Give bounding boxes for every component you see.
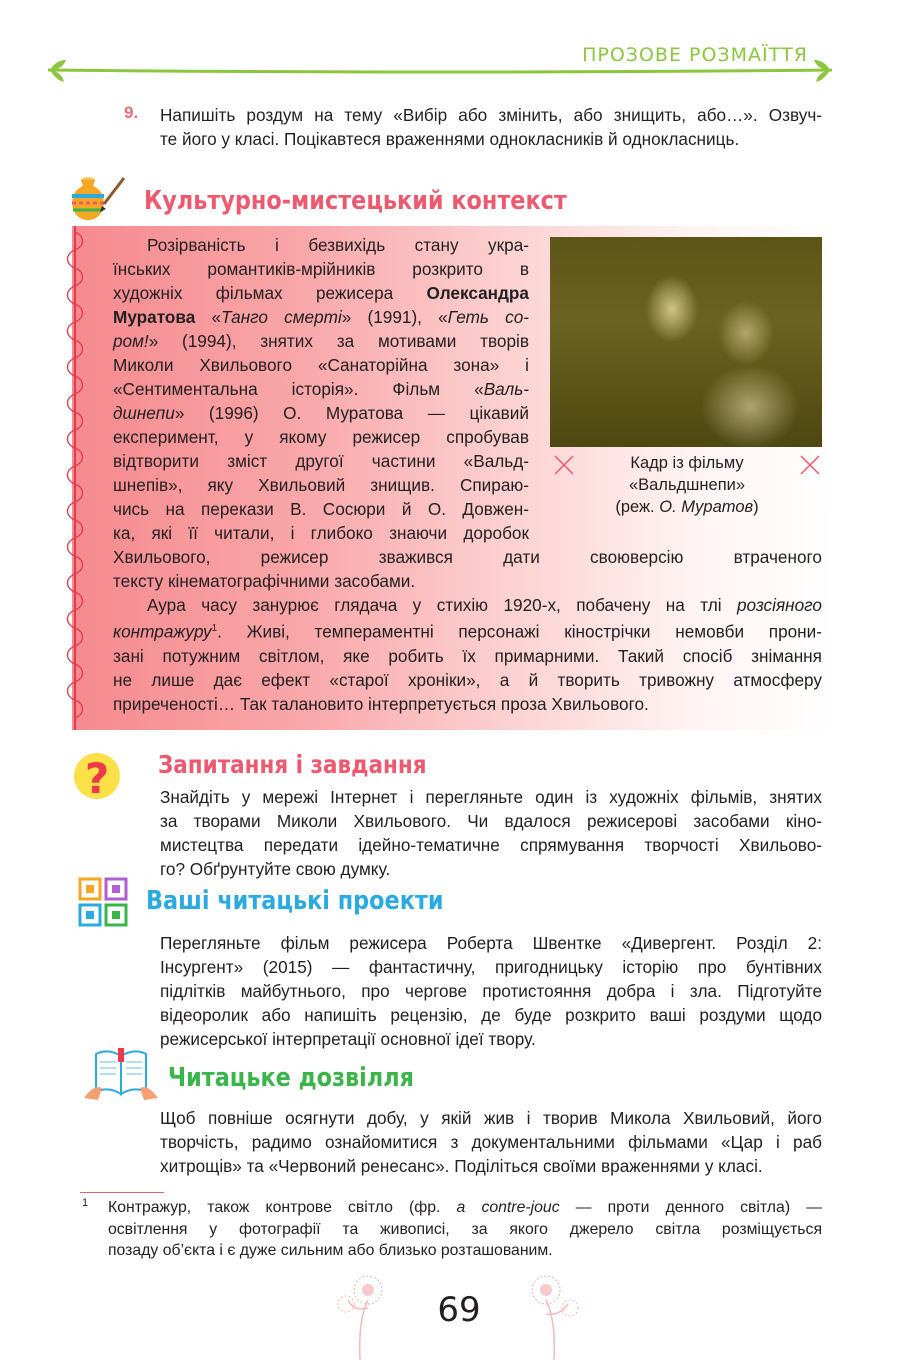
culture-paragraph-1 (113, 233, 529, 545)
text-line: чись на перекази В. Сосюри й О. Довжен- (113, 499, 529, 519)
film-title: Валь- (483, 379, 529, 399)
text-run: «Сентиментальна історія». Фільм « (113, 379, 484, 399)
caption-line: Кадр із фільму (630, 454, 744, 472)
text-line: Миколи Хвильового «Санаторійна зона» і (113, 355, 529, 375)
cross-ornament-icon (799, 454, 821, 476)
text-run: . Живі, темпераментні персонажі кінострічки немовби прони- (217, 621, 822, 642)
term-italic: контражуру (113, 621, 212, 642)
text-line: Щоб повніше осягнути добу, у якій жив і творив Микола Хвильовий, його (160, 1108, 822, 1128)
image-caption (580, 452, 794, 518)
text-line: тексту кінематографічними засобами. (113, 571, 416, 591)
text-line: відтворити зміст другої частини «Вальд- (113, 451, 529, 471)
text-run: Контражур, також контрове світло (фр. (108, 1199, 457, 1216)
footnote-rule (80, 1192, 164, 1193)
text-line: експеримент, у якому режисер спробував (113, 427, 529, 447)
text-line (113, 593, 822, 617)
text-line: їнських романтиків-мрійників розкрито в (113, 259, 529, 279)
footnote-mark: 1 (82, 1197, 89, 1209)
director-name: Олександра (426, 283, 529, 303)
text-line: хитрощів» та «Червоний ренесанс». Поділіться своїми враженнями у класі. (160, 1156, 763, 1176)
film-still-image (550, 237, 822, 447)
text-line: освітлення у фотографії та живописі, за якого джерело світла розміщується (108, 1220, 822, 1238)
text-line (113, 377, 529, 401)
running-header: ПРОЗОВЕ РОЗМАЇТТЯ (582, 44, 808, 66)
task-text (160, 103, 822, 151)
projects-title: Ваші читацькі проекти (146, 886, 444, 916)
cross-ornament-icon (553, 454, 575, 476)
text-run: » (1994), знятих за мотивами творів (148, 331, 529, 351)
film-title: дшнепи (113, 403, 175, 423)
culture-paragraph-1-wide (113, 545, 822, 593)
text-line (113, 617, 822, 644)
text-line: відеоролик або напишіть рецензію, де буде розкрито ваші роздуми щодо (160, 1005, 822, 1025)
text-run: художніх фільмах режисера (113, 283, 427, 303)
footnote-text (108, 1197, 822, 1262)
culture-paragraph-2 (113, 593, 822, 716)
leisure-title: Читацьке дозвілля (168, 1063, 414, 1093)
text-line: го? Обґрунтуйте свою думку. (160, 859, 391, 879)
text-line: позаду об’єкта і є дуже сильним або близько розташованим. (108, 1242, 553, 1259)
caption-line: «Вальдшнепи» (628, 476, 746, 494)
text-line (108, 1197, 822, 1219)
question-mark-icon (72, 749, 122, 803)
squares-grid-icon (78, 877, 128, 927)
director-italic: О. Муратов (659, 498, 754, 516)
task-line: Напишіть роздум на тему «Вибір або змінить, або знищить, або…». Озвуч- (160, 105, 822, 125)
text-run: Аура часу занурює глядача у стихію 1920-х, побачену на тлі (147, 595, 737, 615)
text-line: режисерської інтерпретації основної ідеї твору. (160, 1029, 536, 1049)
text-line (113, 401, 529, 425)
foreign-term: a contre-jouc (456, 1199, 560, 1216)
text-line (113, 305, 529, 329)
text-run: » (1996) О. Муратова — цікавий (174, 403, 529, 423)
text-run: (реж. (615, 498, 660, 516)
text-line: за творами Миколи Хвильового. Чи вдалося режисерові засобами кіно- (160, 811, 822, 831)
film-title: Геть со- (447, 307, 529, 327)
vase-brush-icon (66, 170, 128, 224)
open-book-hands-icon (82, 1046, 160, 1104)
svg-text:?: ? (84, 754, 110, 803)
vine-divider (40, 56, 840, 86)
text-line: зані потужним світлом, яке робить їх примарними. Такий спосіб знімання (113, 645, 822, 666)
text-run: ) (753, 498, 759, 516)
footnote-ref: 1 (211, 623, 218, 634)
text-line: приреченості… Так талановито інтерпретується проза Хвильового. (113, 693, 649, 714)
text-line (113, 329, 529, 353)
culture-section-title: Культурно-мистецький контекст (144, 186, 567, 216)
leisure-text (160, 1106, 822, 1178)
director-name: Муратова (113, 307, 196, 327)
text-line: Знайдіть у мережі Інтернет і перегляньте один із художніх фільмів, знятих (160, 787, 822, 807)
task-line: те його у класі. Поцікавтеся враженнями однокласників й однокласниць. (160, 129, 740, 149)
text-line: Інсургент» (2015) — фантастичну, пригодницьку історію про бунтівних (160, 957, 822, 977)
text-line: Перегляньте фільм режисера Роберта Швентке «Дивергент. Розділ 2: (160, 933, 822, 953)
term-italic: розсіяного (737, 595, 822, 615)
projects-text (160, 931, 822, 1051)
text-line: ка, які її читали, і глибоко знаючи доробок (113, 523, 529, 543)
text-line: не лише дає ефект «старої хроніки», а й творить тривожну атмосферу (113, 669, 822, 690)
questions-text (160, 785, 822, 881)
spiral-binding-decoration (63, 226, 93, 730)
text-run: « (195, 307, 222, 327)
page-number: 69 (437, 1290, 481, 1330)
text-line (113, 281, 529, 305)
text-line: мистецтва передати ідейно-тематичне спрямування творчості Хвильово- (160, 835, 822, 855)
questions-title: Запитання і завдання (158, 750, 427, 779)
text-run: — проти денного світла) — (559, 1199, 822, 1216)
text-line: підлітків майбутнього, про чергове протистояння добра і зла. Підготуйте (160, 981, 822, 1001)
text-line: творчість, радимо ознайомитися з документальними фільмами «Цар і раб (160, 1132, 822, 1152)
task-number: 9. (124, 103, 139, 122)
caption-line (580, 496, 794, 518)
film-title: Танго смерті (221, 307, 342, 327)
text-line: Розірваність і безвихідь стану укра- (147, 235, 529, 255)
film-title: ром! (113, 331, 149, 351)
text-line: шнепів», яку Хвильовий знищив. Спираю- (113, 475, 529, 495)
text-run: » (1991), « (341, 307, 448, 327)
text-line: Хвильового, режисер зважився дати своюверсію втраченого (113, 547, 822, 567)
